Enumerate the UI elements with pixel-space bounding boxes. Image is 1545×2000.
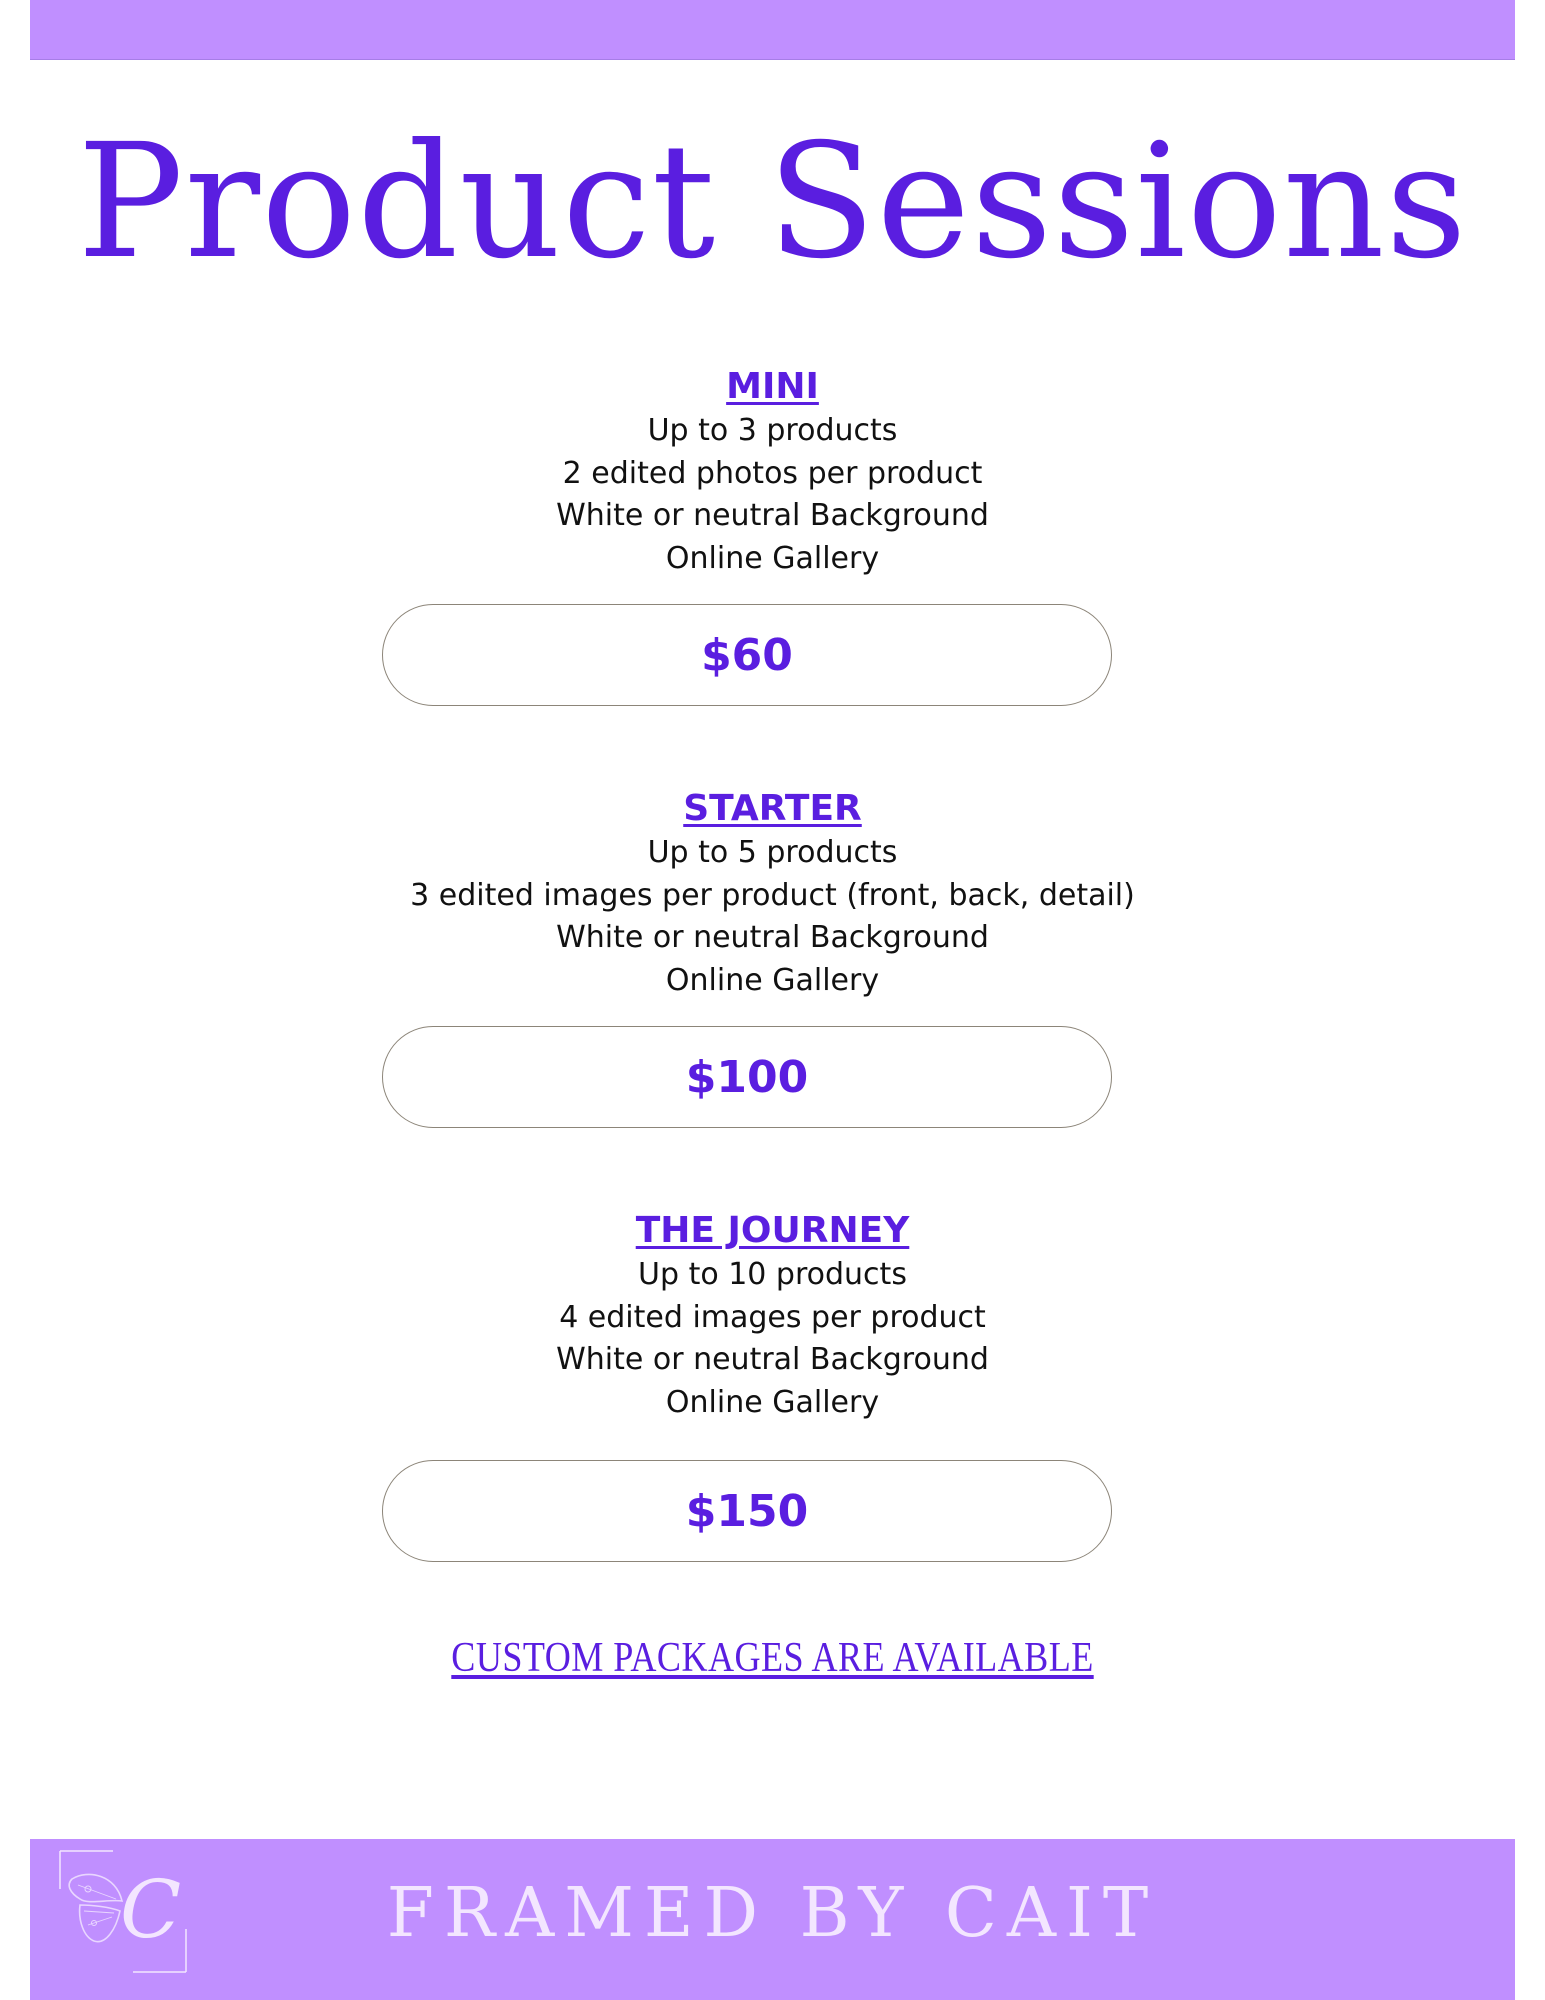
price-badge-the-journey <box>382 1460 1112 1562</box>
feature-item: Up to 10 products <box>638 1257 907 1292</box>
feature-item: Up to 3 products <box>647 413 898 448</box>
feature-item: Up to 5 products <box>647 835 898 870</box>
package-mini <box>0 366 1545 580</box>
feature-item: 2 edited photos per product <box>562 455 983 491</box>
logo-letter: C <box>120 1863 182 1956</box>
package-name: STARTER <box>683 788 862 829</box>
package-features <box>0 832 1545 1002</box>
brand-name: FRAMED BY CAIT <box>386 1874 1159 1953</box>
package-features <box>0 1254 1545 1424</box>
custom-packages-link[interactable]: CUSTOM PACKAGES ARE AVAILABLE <box>451 1635 1094 1681</box>
feature-item: Online Gallery <box>665 540 880 576</box>
package-starter <box>0 788 1545 1002</box>
price-badge-starter <box>382 1026 1112 1128</box>
feature-item: 4 edited images per product <box>559 1299 986 1335</box>
page-title: Product Sessions <box>77 110 1468 294</box>
price-badge-mini <box>382 604 1112 706</box>
feature-item: White or neutral Background <box>556 920 989 955</box>
feature-item: Online Gallery <box>665 1384 880 1420</box>
package-name: MINI <box>726 366 819 407</box>
feature-item: 3 edited images per product (front, back, detail) <box>410 877 1135 913</box>
package-features <box>0 410 1545 580</box>
price-value: $100 <box>685 1051 809 1103</box>
feature-item: Online Gallery <box>665 962 880 998</box>
top-banner <box>30 0 1515 60</box>
price-value: $60 <box>701 629 793 681</box>
footer-banner <box>30 1839 1515 2000</box>
feature-item: White or neutral Background <box>556 1342 989 1377</box>
feature-item: White or neutral Background <box>556 498 989 533</box>
package-the-journey <box>0 1210 1545 1424</box>
package-name: THE JOURNEY <box>635 1210 910 1251</box>
price-value: $150 <box>685 1485 809 1537</box>
